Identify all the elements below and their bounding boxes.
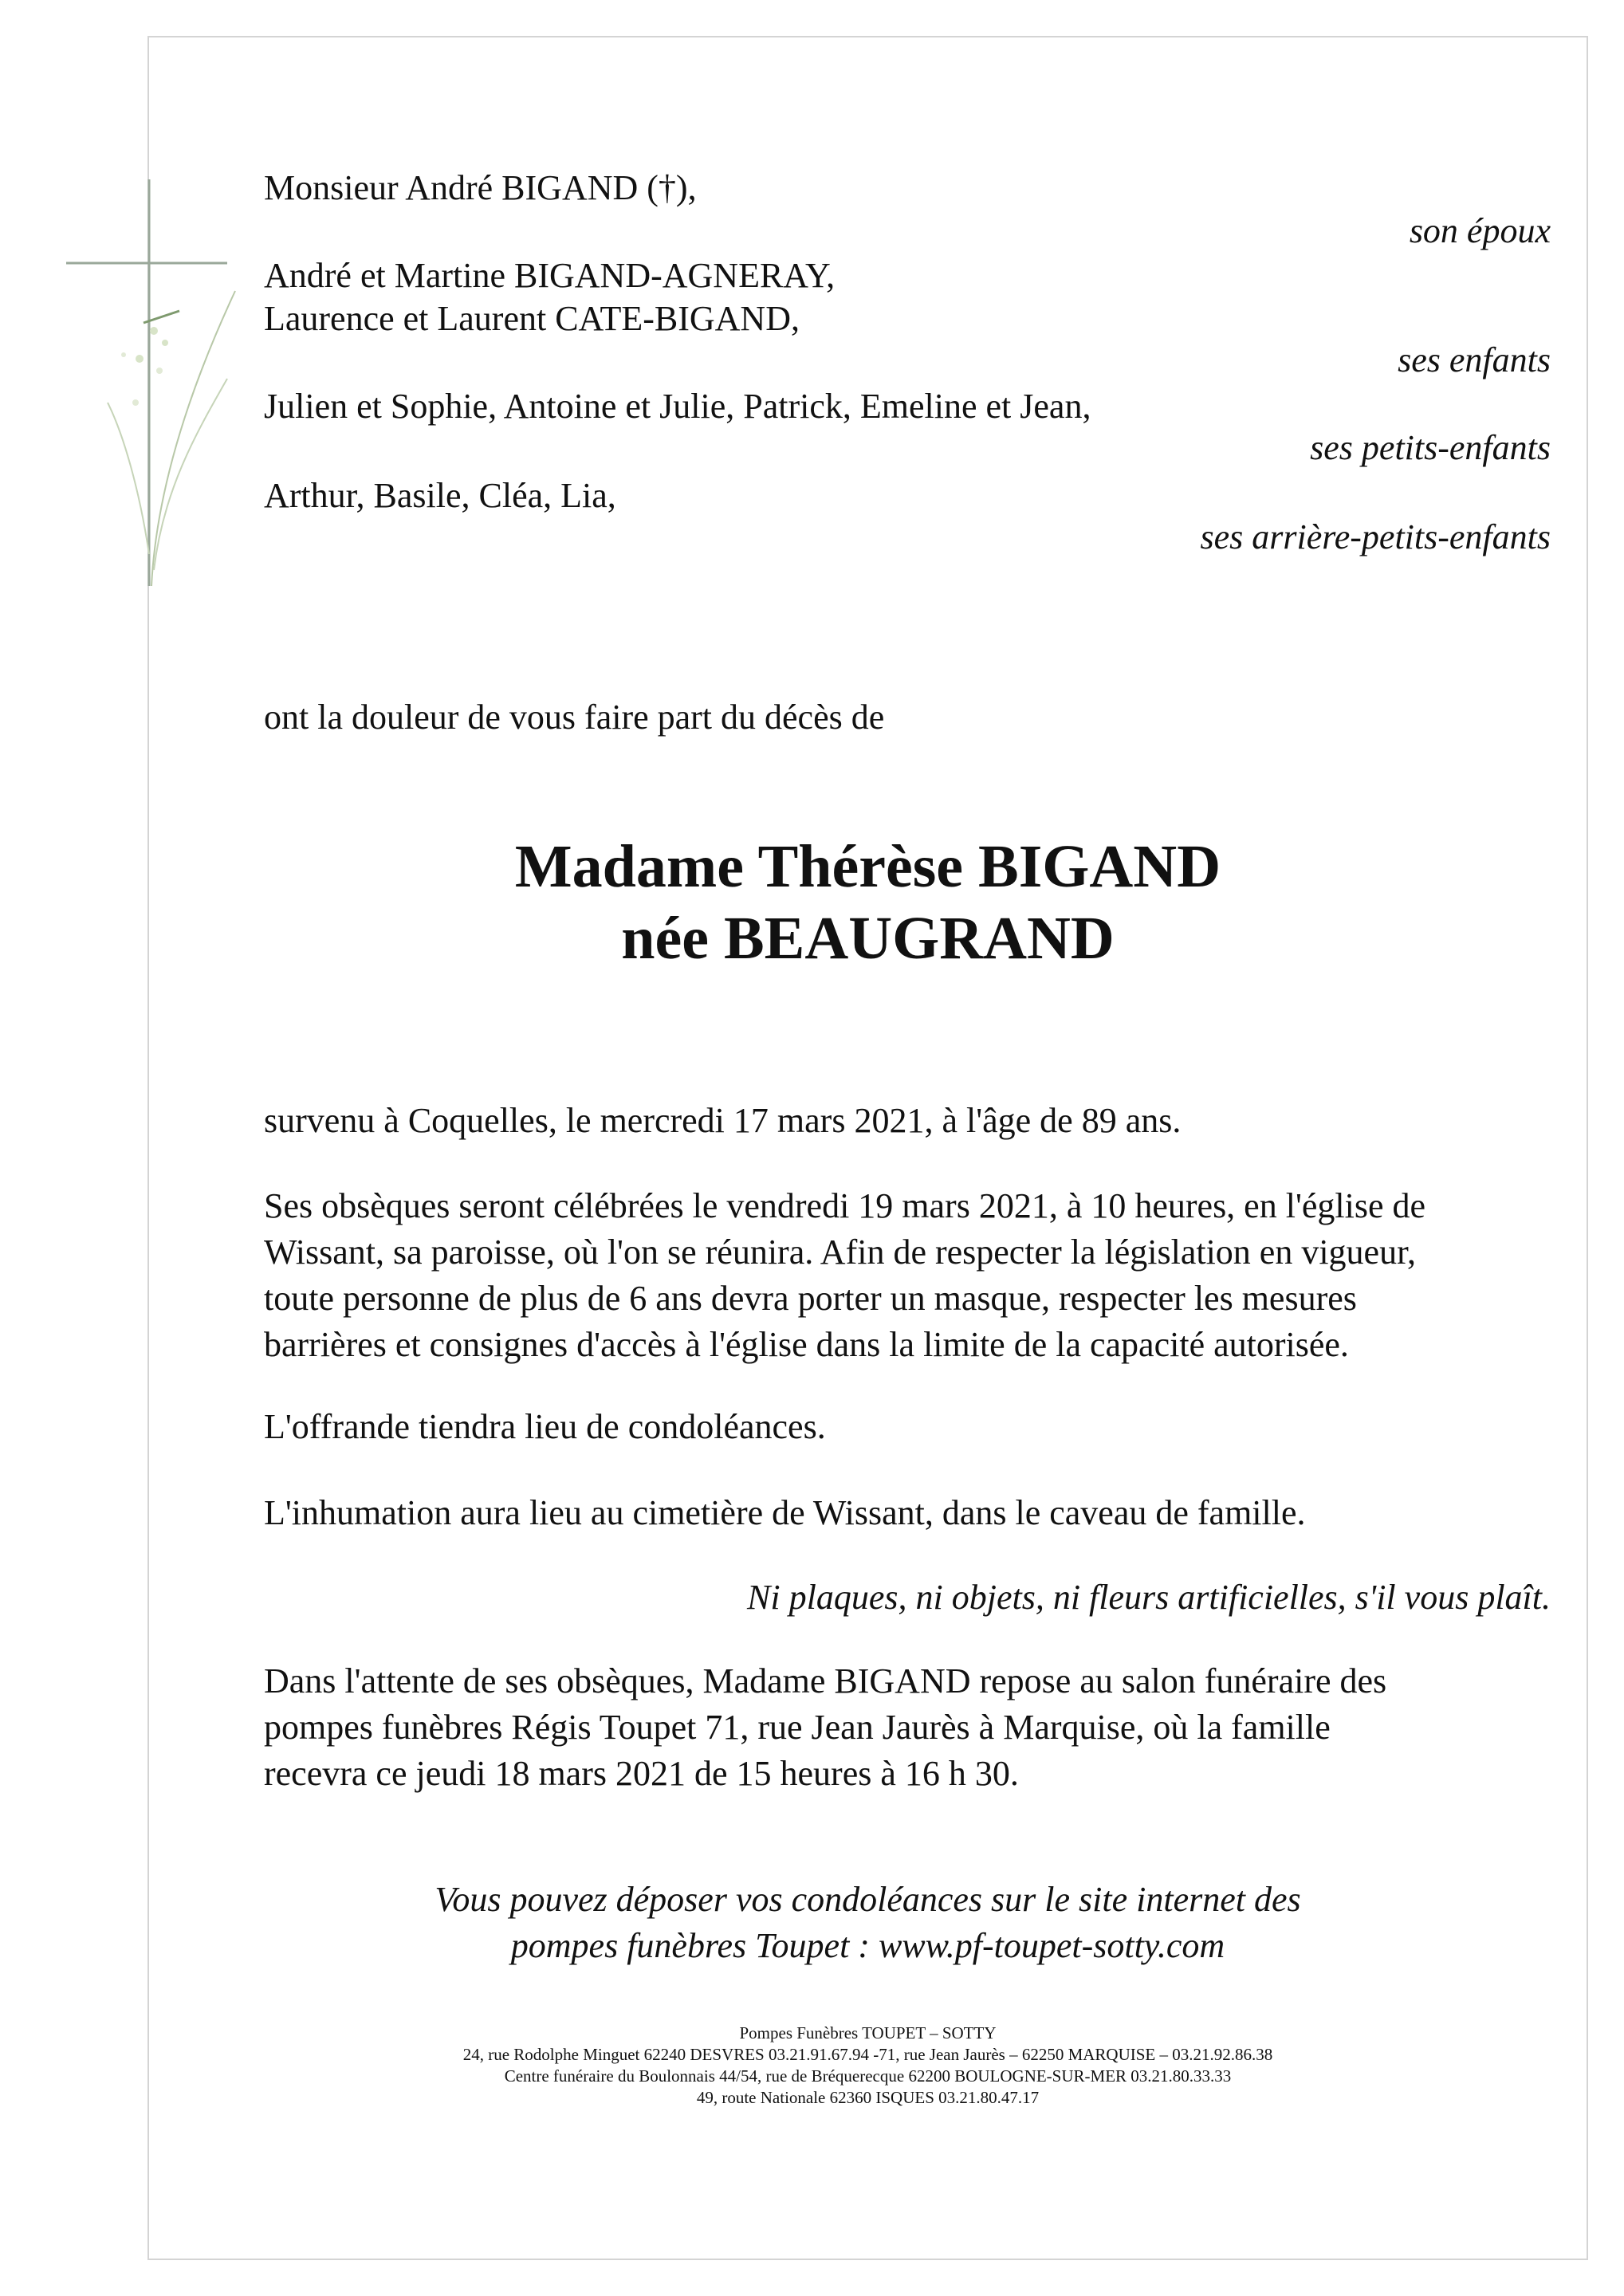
spouse-name: Monsieur André BIGAND (†),: [264, 168, 697, 207]
funeral-paragraph: [264, 1183, 1555, 1368]
grandchildren-names: Julien et Sophie, Antoine et Julie, Patrick, Emeline et Jean,: [264, 387, 1091, 426]
deceased-name: Madame Thérèse BIGAND: [514, 833, 1221, 900]
child-line-1: André et Martine BIGAND-AGNERAY,: [264, 256, 836, 295]
spouse-role: son époux: [1409, 211, 1551, 250]
visitation-paragraph: [264, 1658, 1555, 1797]
children-role: ses enfants: [1398, 340, 1551, 379]
visitation-line: pompes funèbres Régis Toupet 71, rue Jean Jaurès à Marquise, où la famille: [264, 1708, 1331, 1747]
visitation-line: recevra ce jeudi 18 mars 2021 de 15 heures à 16 h 30.: [264, 1754, 1019, 1793]
great-grandchildren-role: ses arrière-petits-enfants: [1200, 517, 1551, 556]
no-flowers-note: Ni plaques, ni objets, ni fleurs artificielles, s'il vous plaît.: [747, 1578, 1551, 1617]
visitation-line: Dans l'attente de ses obsèques, Madame BIGAND repose au salon funéraire des: [264, 1661, 1387, 1700]
great-grandchildren-names: Arthur, Basile, Cléa, Lia,: [264, 476, 616, 515]
funeral-line: Ses obsèques seront célébrées le vendredi 19 mars 2021, à 10 heures, en l'église de: [264, 1186, 1426, 1225]
death-info: survenu à Coquelles, le mercredi 17 mars 2021, à l'âge de 89 ans.: [264, 1101, 1182, 1140]
funeral-home-footer: [147, 2023, 1588, 2109]
footer-address: 49, route Nationale 62360 ISQUES 03.21.80.47.17: [696, 2088, 1040, 2107]
footer-address: 24, rue Rodolphe Minguet 62240 DESVRES 03.21.91.67.94 -71, rue Jean Jaurès – 62250 MARQUISE – 03.21.92.86.38: [462, 2045, 1273, 2064]
funeral-line: barrières et consignes d'accès à l'église dans la limite de la capacité autorisée.: [264, 1325, 1349, 1364]
announcement-text: ont la douleur de vous faire part du décès de: [264, 698, 885, 737]
funeral-line: toute personne de plus de 6 ans devra porter un masque, respecter les mesures: [264, 1279, 1357, 1318]
website-line: Vous pouvez déposer vos condoléances sur le site internet des: [435, 1880, 1301, 1919]
footer-address: Centre funéraire du Boulonnais 44/54, rue de Bréquerecque 62200 BOULOGNE-SUR-MER 03.21.80.33.33: [504, 2066, 1232, 2086]
website-note: [147, 1877, 1588, 1969]
funeral-line: Wissant, sa paroisse, où l'on se réunira. Afin de respecter la législation en vigueur,: [264, 1233, 1416, 1272]
burial-text: L'inhumation aura lieu au cimetière de Wissant, dans le caveau de famille.: [264, 1493, 1306, 1532]
child-line-2: Laurence et Laurent CATE-BIGAND,: [264, 299, 800, 338]
deceased-maiden-name: née BEAUGRAND: [621, 905, 1115, 972]
footer-company: Pompes Funèbres TOUPET – SOTTY: [739, 2023, 997, 2042]
grandchildren-role: ses petits-enfants: [1310, 428, 1551, 467]
offering-text: L'offrande tiendra lieu de condoléances.: [264, 1407, 826, 1446]
website-line: pompes funèbres Toupet : www.pf-toupet-sotty.com: [510, 1926, 1225, 1965]
cross-with-flowers-icon: [60, 171, 243, 602]
